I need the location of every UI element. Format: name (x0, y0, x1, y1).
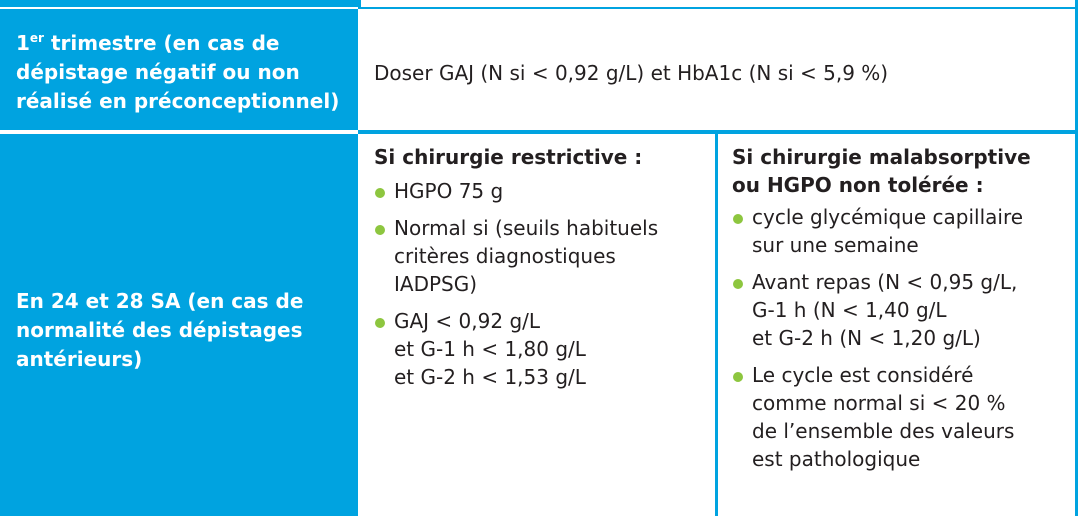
restrictive-surgery-cell (374, 143, 709, 400)
row-divider-top (0, 7, 358, 9)
restrictive-list (374, 177, 709, 391)
right-middle-border (358, 130, 1078, 134)
list-item: GAJ < 0,92 g/L et G-1 h < 1,80 g/L et G-2 h < 1,53 g/L (374, 307, 709, 391)
right-top-border (358, 7, 1078, 9)
list-item: cycle glycémique capillaire sur une semaine (732, 203, 1072, 259)
column-divider (715, 134, 718, 516)
bullet-icon (733, 214, 743, 224)
malabsorptive-surgery-cell (732, 143, 1072, 482)
bullet-icon (375, 318, 385, 328)
top-stub (358, 0, 361, 9)
bullet-icon (375, 188, 385, 198)
bullet-icon (375, 225, 385, 235)
first-trimester-instruction: Doser GAJ (N si < 0,92 g/L) et HbA1c (N si < 5,9 %) (374, 61, 889, 85)
list-item: Normal si (seuils habituels critères diagnostiques IADPSG) (374, 214, 709, 298)
malabsorptive-heading: Si chirurgie malabsorptive ou HGPO non tolérée : (732, 145, 1031, 197)
malabsorptive-list (732, 203, 1072, 473)
row-divider-middle (0, 130, 358, 134)
period-24-28-sa: En 24 et 28 SA (en cas de normalité des dépistages antérieurs) (16, 289, 304, 371)
period-first-trimester: 1er trimestre (en cas de dépistage négatif ou non réalisé en préconceptionnel) (16, 31, 340, 113)
bullet-icon (733, 279, 743, 289)
restrictive-heading: Si chirurgie restrictive : (374, 145, 643, 169)
list-item: Le cycle est considéré comme normal si < 20 % de l’ensemble des valeurs est pathologique (732, 361, 1072, 473)
list-item: HGPO 75 g (374, 177, 709, 205)
list-item: Avant repas (N < 0,95 g/L, G-1 h (N < 1,40 g/L et G-2 h (N < 1,20 g/L) (732, 268, 1072, 352)
bullet-icon (733, 372, 743, 382)
